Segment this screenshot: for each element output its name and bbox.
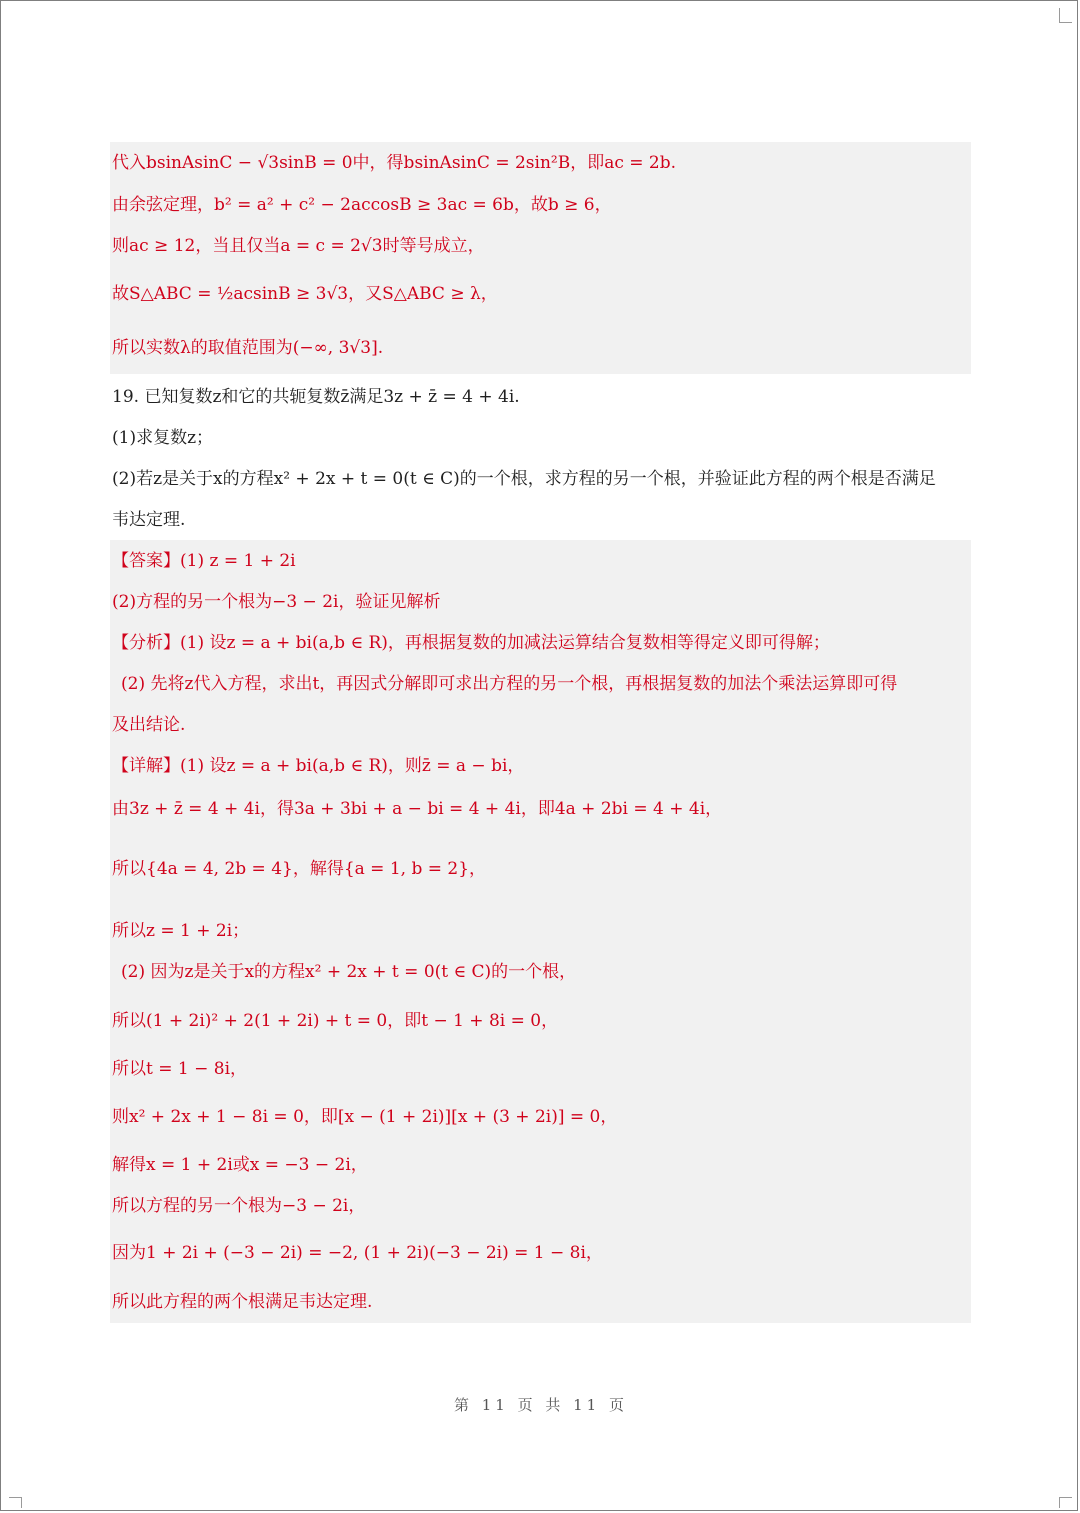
solution-line: 则ac ≥ 12，当且仅当a = c = 2√3时等号成立， xyxy=(112,236,485,256)
analysis-line: (2) 先将z代入方程，求出t，再因式分解即可求出方程的另一个根，再根据复数的加法个乘法运算即可得 xyxy=(121,674,898,694)
detail-line: 所以(1 + 2i)² + 2(1 + 2i) + t = 0，即t − 1 + 8i = 0， xyxy=(112,1011,559,1031)
crop-mark xyxy=(1059,8,1072,23)
detail-line: 所以t = 1 − 8i， xyxy=(112,1059,248,1079)
solution-line: 代入bsinAsinC − √3sinB = 0中，得bsinAsinC = 2sin²B，即ac = 2b. xyxy=(112,153,677,173)
question-part: 韦达定理. xyxy=(112,510,186,530)
analysis-line: 及出结论. xyxy=(112,715,186,735)
detail-line: 则x² + 2x + 1 − 8i = 0，即[x − (1 + 2i)][x + (3 + 2i)] = 0， xyxy=(112,1107,618,1127)
crop-mark xyxy=(1059,1497,1072,1508)
analysis-line: 【分析】(1) 设z = a + bi(a,b ∈ R)，再根据复数的加减法运算结合复数相等得定义即可得解； xyxy=(112,633,830,653)
question-part: (1)求复数z； xyxy=(112,428,214,448)
solution-line: 故S△ABC = ½acsinB ≥ 3√3，又S△ABC ≥ λ， xyxy=(112,284,498,304)
solution-line: 由余弦定理，b² = a² + c² − 2accosB ≥ 3ac = 6b，故b ≥ 6， xyxy=(112,195,612,215)
detail-line: 解得x = 1 + 2i或x = −3 − 2i， xyxy=(112,1155,368,1175)
question-stem: 19. 已知复数z和它的共轭复数z̄满足3z + z̄ = 4 + 4i. xyxy=(112,387,520,407)
detail-line: 所以方程的另一个根为−3 − 2i， xyxy=(112,1196,366,1216)
detail-line: (2) 因为z是关于x的方程x² + 2x + t = 0(t ∈ C)的一个根， xyxy=(121,962,577,982)
answer-line: (2)方程的另一个根为−3 − 2i，验证见解析 xyxy=(112,592,441,612)
answer-line: 【答案】(1) z = 1 + 2i xyxy=(112,551,296,571)
page-footer: 第 11 页 共 11 页 xyxy=(453,1396,628,1414)
detail-line: 由3z + z̄ = 4 + 4i，得3a + 3bi + a − bi = 4 + 4i，即4a + 2bi = 4 + 4i， xyxy=(112,799,723,819)
detail-line: 【详解】(1) 设z = a + bi(a,b ∈ R)，则z̄ = a − bi， xyxy=(112,756,525,776)
detail-line: 所以{4a = 4, 2b = 4}，解得{a = 1, b = 2}， xyxy=(112,859,487,879)
crop-mark xyxy=(9,1497,22,1508)
question-part: (2)若z是关于x的方程x² + 2x + t = 0(t ∈ C)的一个根，求方程的另一个根，并验证此方程的两个根是否满足 xyxy=(112,469,936,489)
detail-line: 所以此方程的两个根满足韦达定理. xyxy=(112,1292,373,1312)
detail-line: 因为1 + 2i + (−3 − 2i) = −2, (1 + 2i)(−3 − 2i) = 1 − 8i， xyxy=(112,1243,603,1263)
solution-line: 所以实数λ的取值范围为(−∞, 3√3]. xyxy=(112,338,384,358)
detail-line: 所以z = 1 + 2i； xyxy=(112,921,250,941)
